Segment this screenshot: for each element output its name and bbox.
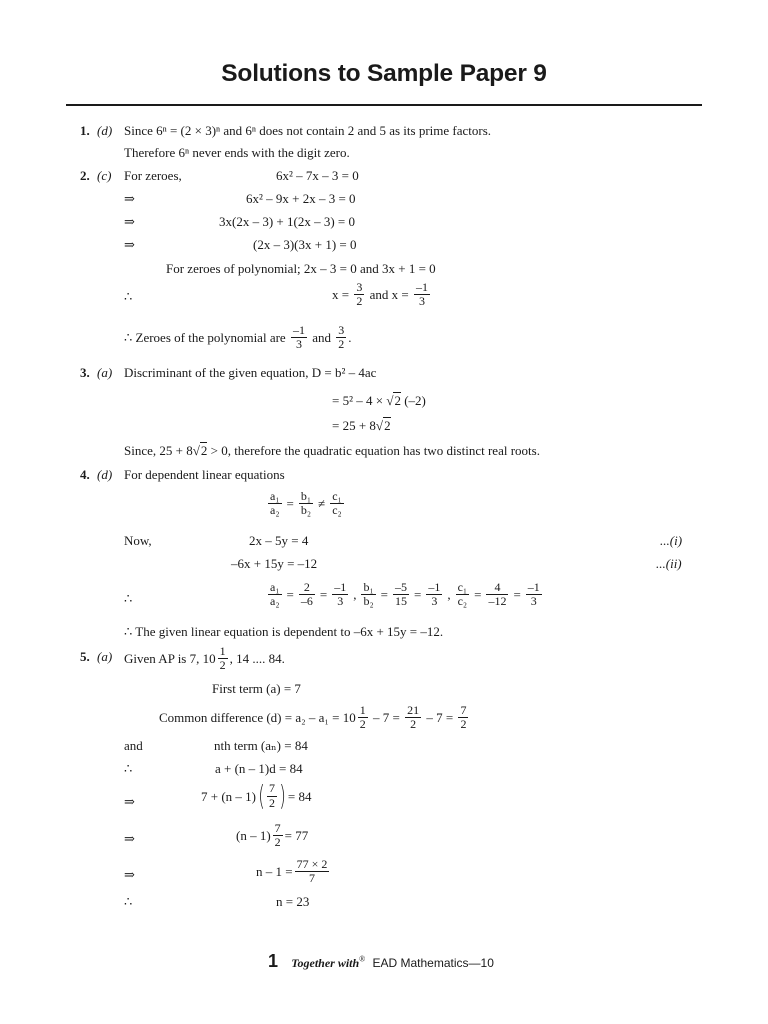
denominator: 3 [526,594,542,608]
numerator: a₁ [270,489,280,503]
numerator: 7 [274,821,281,835]
q3-line-2 [332,394,426,407]
denominator: 2 [268,795,275,810]
fraction [361,581,375,608]
fraction [332,581,348,608]
math-operator: = [413,587,422,603]
right-paren: ) [279,779,286,812]
numerator: 77 × 2 [296,857,328,871]
page-number: 1 [268,951,279,971]
question-number: 2. [80,168,90,183]
denominator: a₂ [270,594,280,609]
therefore-symbol: ∴ [124,894,133,909]
sqrt-radicand: 2 [394,393,401,408]
q4-equation-2: –6x + 15y = –12 [231,556,318,571]
q5-and-label: and [124,738,143,753]
q4-equation-1: 2x – 5y = 4 [249,533,309,548]
numerator: 1 [219,644,226,658]
numerator: 21 [407,703,420,717]
denominator: –12 [488,594,507,609]
therefore-symbol: ∴ [124,761,133,776]
q5-ap-pre: Given AP is 7, 10 [124,651,216,667]
q5-cd-mid: – 7 = [369,710,404,726]
answer-option: (d) [97,467,113,482]
math-operator: = [513,587,521,603]
q5-given-ap [124,645,285,672]
numerator: 4 [494,580,501,594]
fraction [393,581,409,608]
numerator: –1 [527,580,540,594]
q4-now-label: Now, [124,533,152,548]
implies-symbol: ⇒ [124,867,135,882]
q2-roots [332,281,432,308]
math-operator: = [380,587,388,603]
q5-cd-pre: Common difference (d) = a₂ – a₁ = 10 [159,710,356,726]
q5-equation-5: n = 23 [276,894,310,909]
sqrt-sign: √ [386,393,394,408]
fraction [295,858,330,885]
q3-line-1: Discriminant of the given equation, D = b² – 4ac [124,365,377,380]
fraction [218,645,228,672]
fraction [268,581,282,608]
therefore-symbol: ∴ [124,289,133,304]
fraction [426,581,442,608]
q5-ap-post: , 14 .... 84. [229,651,285,667]
q3-since-post: > 0, therefore the quadratic equation has two distinct real roots. [207,443,540,458]
question-number: 4. [80,467,90,482]
answer-option: (d) [97,123,113,138]
fraction [267,782,277,809]
q5-eq3-pre: (n – 1) [236,828,271,844]
denominator: 3 [332,594,348,608]
q5-equation-1: a + (n – 1)d = 84 [215,761,303,776]
course-title: EAD Mathematics—10 [372,956,494,970]
brand-name: Together with [291,956,360,970]
q2-conclusion [124,324,351,351]
equation-tag: ...(i) [660,533,683,548]
answer-option: (a) [97,365,113,380]
denominator: 15 [394,594,407,609]
denominator: 2 [338,337,345,352]
q4-dependency-condition [266,490,346,517]
fraction [336,324,346,351]
denominator: c₂ [457,594,468,609]
denominator: 2 [359,717,366,732]
q4-intro: For dependent linear equations [124,467,285,482]
left-paren: ( [258,779,265,812]
denominator: a₂ [270,503,280,518]
q2-equation-2: 6x² – 9x + 2x – 3 = 0 [246,191,356,206]
denominator: –6 [300,594,313,609]
page-title: Solutions to Sample Paper 9 [221,60,547,87]
numerator: c₁ [457,580,468,594]
numerator: 3 [356,280,363,294]
q1-line-2: Therefore 6ⁿ never ends with the digit zero. [124,145,350,160]
numerator: –5 [394,580,407,594]
implies-symbol: ⇒ [124,191,135,206]
denominator: 2 [274,835,281,850]
q3-conclusion [124,444,540,457]
q3-line-3 [332,419,391,432]
q2-equation-4: (2x – 3)(3x + 1) = 0 [253,237,357,252]
q5-eq3-post: = 77 [284,828,309,844]
fraction [291,324,307,351]
q5-eq2-pre: 7 + (n – 1) [201,788,256,804]
q5-eq2-post: = 84 [287,788,312,804]
numerator: –1 [292,323,305,337]
denominator: 3 [414,294,430,308]
q2-and-x-label: and x = [369,287,409,303]
equation-tag: ...(ii) [656,556,682,571]
fraction [405,704,421,731]
implies-symbol: ⇒ [124,794,135,809]
numerator: 2 [303,580,310,594]
sqrt-radicand: 2 [200,443,208,458]
numerator: 1 [359,703,366,717]
denominator: b₂ [300,503,312,518]
sqrt-radicand: 2 [384,418,391,433]
math-operator: = [286,587,294,603]
denominator: 3 [291,337,307,351]
question-number: 1. [80,123,90,138]
title-rule [66,104,702,106]
fraction [299,581,315,608]
q2-conclusion-text: ∴ Zeroes of the polynomial are [124,330,286,346]
numerator: b₁ [363,580,374,594]
q5-nth-term: nth term (aₙ) = 84 [214,738,308,753]
q3-line-2-pre: = 5² – 4 × [332,393,387,408]
answer-option: (a) [97,649,113,664]
numerator: a₁ [270,580,280,594]
denominator: b₂ [363,594,374,609]
therefore-symbol: ∴ [124,591,133,606]
page-footer [268,952,494,970]
registered-mark: ® [359,954,366,964]
numerator: c₁ [332,489,342,503]
q3-line-2-post: (–2) [400,393,426,408]
q5-eq4-pre: n – 1 = [256,864,293,880]
sqrt-sign: √ [192,443,200,458]
q1-line-1: Since 6ⁿ = (2 × 3)ⁿ and 6ⁿ does not contain 2 and 5 as its prime factors. [124,123,492,138]
q2-period: . [348,330,352,346]
fraction [486,581,508,608]
implies-symbol: ⇒ [124,831,135,846]
fraction [358,704,368,731]
q2-and-label: and [312,330,331,346]
answer-option: (c) [97,168,112,183]
q3-line-3-pre: = 25 + 8 [332,418,376,433]
fraction [354,281,364,308]
fraction [299,490,313,517]
q4-conclusion: ∴ The given linear equation is dependent to –6x + 15y = –12. [124,624,444,639]
fraction [330,490,344,517]
math-operator: , [447,587,451,603]
fraction [526,581,542,608]
denominator: c₂ [332,503,342,518]
math-operator: ≠ [318,496,326,512]
q2-equation-1: 6x² – 7x – 3 = 0 [276,168,359,183]
math-operator: , [353,587,357,603]
fraction [273,822,283,849]
math-operator: = [319,587,328,603]
numerator: b₁ [300,489,312,503]
q5-first-term: First term (a) = 7 [212,681,301,696]
q5-equation-3 [236,822,308,849]
fraction [268,490,282,517]
denominator: 2 [405,717,421,731]
fraction [458,704,468,731]
q2-line-5: For zeroes of polynomial; 2x – 3 = 0 and 3x + 1 = 0 [166,261,436,276]
denominator: 3 [426,594,442,608]
math-operator: = [286,496,294,512]
numerator: –1 [415,280,428,294]
sqrt-sign: √ [375,418,384,433]
q5-common-difference [159,704,470,731]
denominator: 2 [460,717,467,732]
denominator: 7 [295,871,330,885]
fraction [456,581,470,608]
implies-symbol: ⇒ [124,237,135,252]
question-number: 5. [80,649,90,664]
fraction [414,281,430,308]
q2-equation-3: 3x(2x – 3) + 1(2x – 3) = 0 [219,214,355,229]
numerator: 7 [268,781,275,796]
math-operator: = [474,587,482,603]
implies-symbol: ⇒ [124,214,135,229]
q2-intro: For zeroes, [124,168,182,183]
numerator: 7 [460,703,467,717]
q4-ratios [266,581,544,608]
numerator: –1 [428,580,441,594]
q5-cd-mid-2: – 7 = [423,710,457,726]
q5-equation-4 [256,858,331,885]
denominator: 2 [356,294,363,309]
q5-equation-2 [201,779,312,812]
q2-x-label: x = [332,287,350,303]
q3-since-pre: Since, 25 + 8 [124,443,193,458]
numerator: –1 [334,580,347,594]
question-number: 3. [80,365,90,380]
numerator: 3 [338,323,345,337]
denominator: 2 [219,658,226,673]
